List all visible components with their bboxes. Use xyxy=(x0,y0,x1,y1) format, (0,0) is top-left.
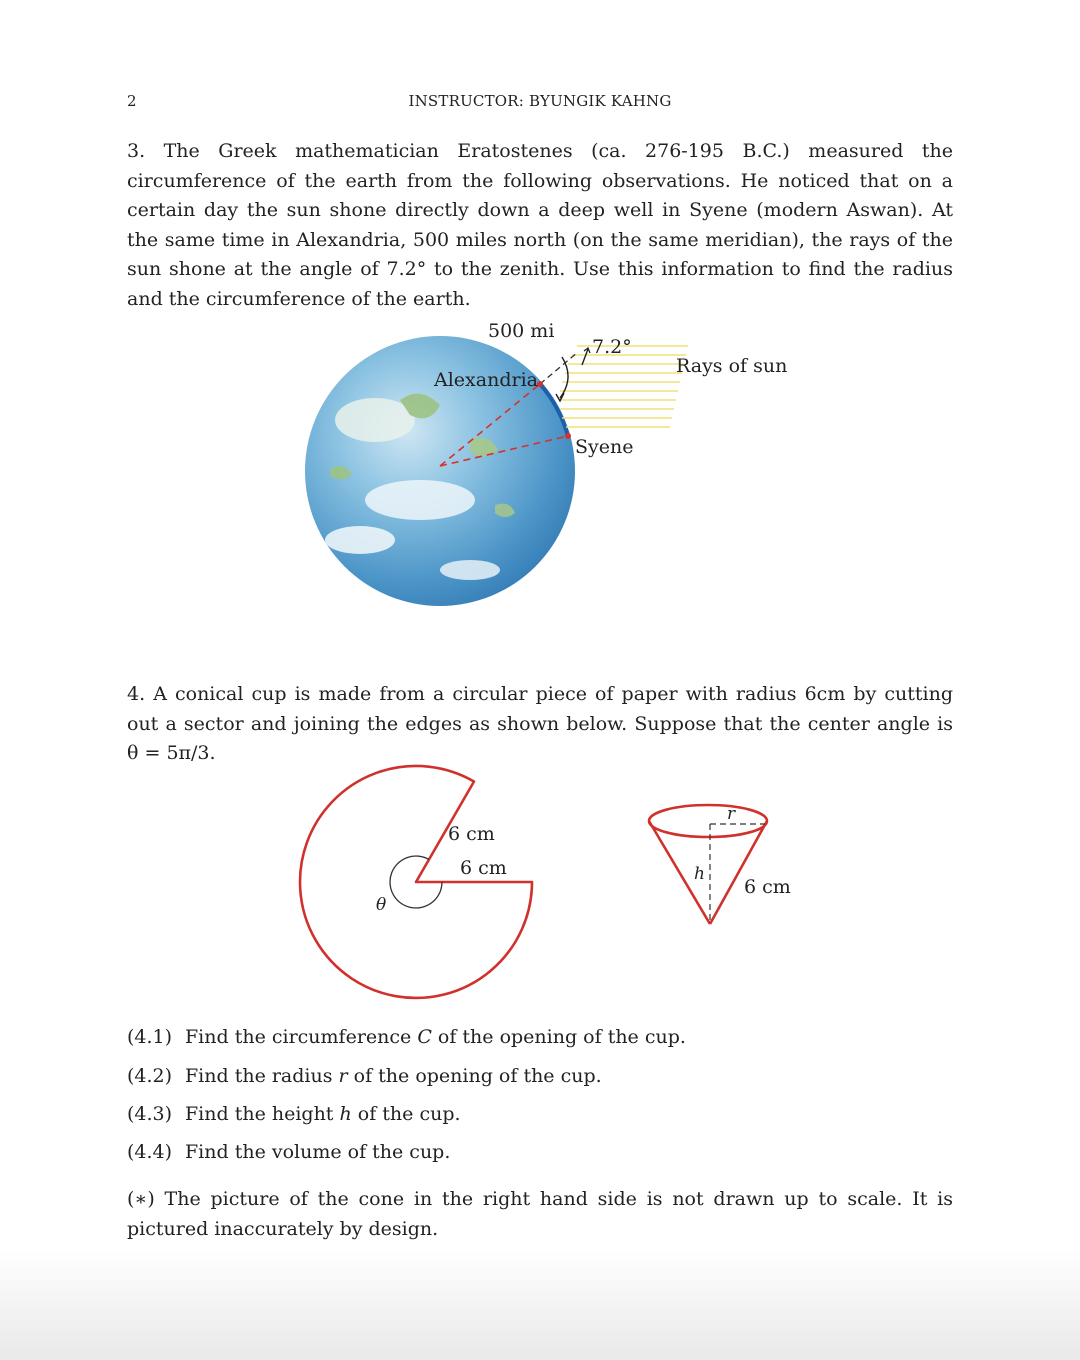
paper-sector xyxy=(300,766,532,998)
theta-label: θ xyxy=(376,895,387,915)
subquestion-4-3: (4.3) Find the height h of the cup. xyxy=(127,1103,461,1125)
distance-label: 500 mi xyxy=(488,320,555,342)
subquestion-4-2: (4.2) Find the radius r of the opening of the cup. xyxy=(127,1065,602,1087)
alexandria-label: Alexandria xyxy=(434,369,538,391)
subquestion-4-1: (4.1) Find the circumference C of the opening of the cup. xyxy=(127,1026,686,1048)
cone-rim xyxy=(649,805,767,837)
angle-label: 7.2° xyxy=(592,336,632,358)
cone-height-label: h xyxy=(694,864,705,884)
scale-note: (∗) The picture of the cone in the right hand side is not drawn up to scale. It is pictured inaccurately by design. xyxy=(127,1188,953,1240)
page-number: 2 xyxy=(127,92,137,110)
sector-radius-label-2: 6 cm xyxy=(460,857,507,879)
rays-label: Rays of sun xyxy=(676,355,788,377)
cone-slant-label: 6 cm xyxy=(744,876,791,898)
running-header: INSTRUCTOR: BYUNGIK KAHNG xyxy=(408,92,672,110)
subquestion-4-4: (4.4) Find the volume of the cup. xyxy=(127,1141,451,1163)
problem-3-text: 3. The Greek mathematician Eratostenes (ca. 276-195 B.C.) measured the circumference of the earth from the following observations. He noticed that on a certain day the sun shone directly down a deep well in Syene (modern Aswan). At the same time in Alexandria, 500 miles north (on the same meridian), the rays of the sun shone at the angle of 7.2° to the zenith. Use this information to find the radius and the circumference of the earth. xyxy=(127,140,953,310)
problem-4-text: 4. A conical cup is made from a circular piece of paper with radius 6cm by cutting out a sector and joining the edges as shown below. Suppose that the center angle is θ = 5π/3. xyxy=(127,683,953,764)
cone-radius-label: r xyxy=(727,804,736,824)
sector-radius-label-1: 6 cm xyxy=(448,823,495,845)
syene-label: Syene xyxy=(575,436,634,458)
